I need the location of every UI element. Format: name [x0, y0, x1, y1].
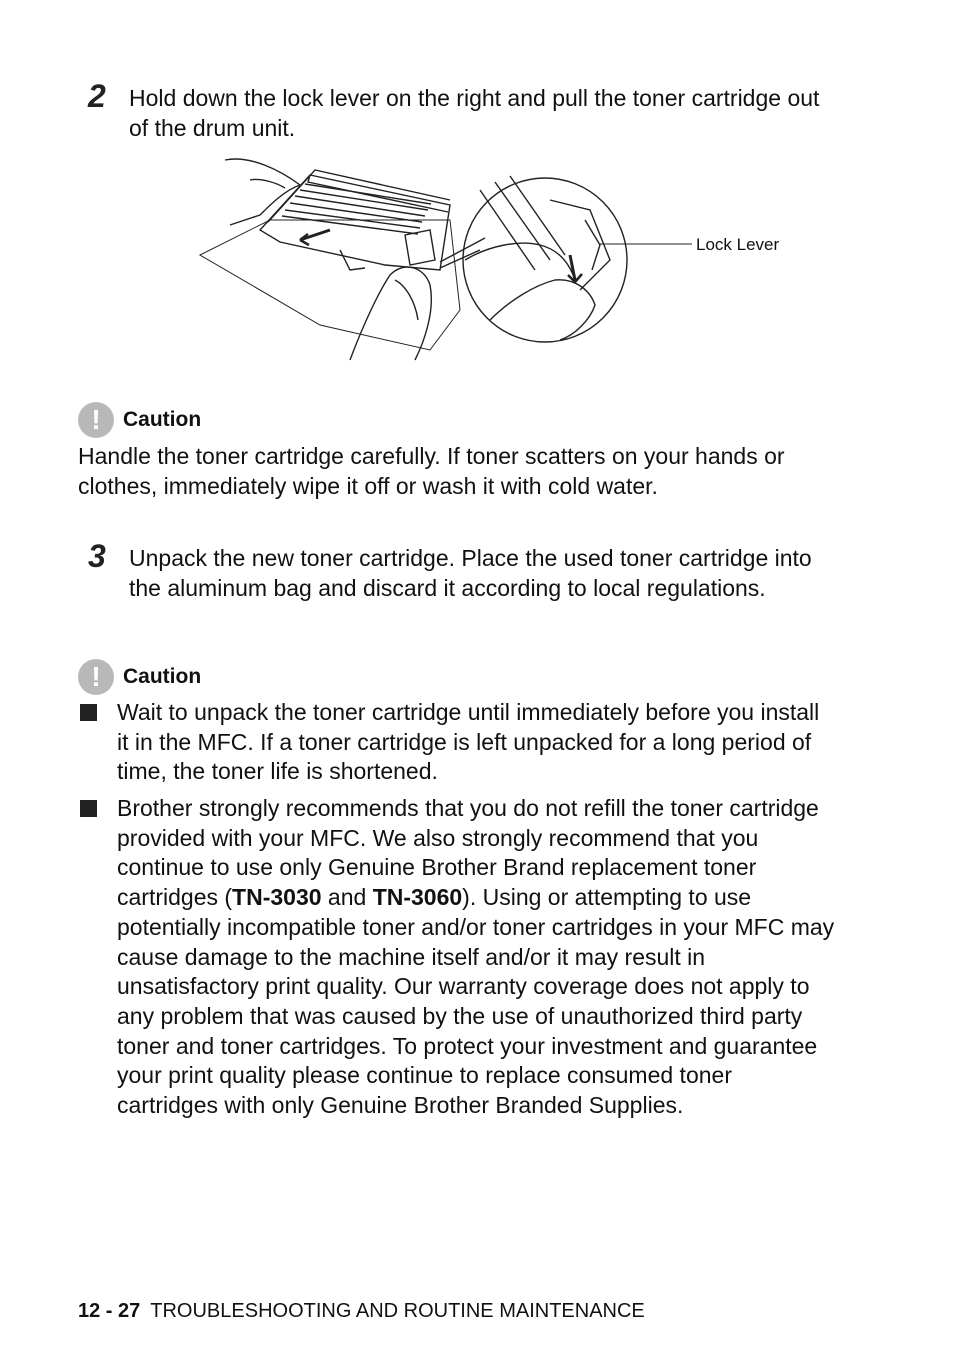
caution-header-1 [78, 402, 378, 442]
model-tn-3060: TN-3060 [372, 884, 463, 911]
step-number: 3 [88, 538, 106, 574]
exclamation-icon: ! [78, 402, 114, 438]
bullet-text [117, 794, 837, 1121]
model-tn-3030: TN-3030 [232, 884, 322, 911]
page-footer [78, 1300, 645, 1323]
lock-lever-label: Lock Lever [696, 235, 780, 254]
bullet-text-part2: ). Using or attempting to use potentially incompatible toner and/or toner cartridges in your MFC may cause damage to the machine itself and/or it may result in unsatisfactory print quality. Our warranty coverage does not apply to any problem that was caused by the use of unauthorized third party toner and toner cartridges. To protect your investment and guarantee your print quality please continue to replace consumed toner cartridges with only Genuine Brother Branded Supplies. [117, 884, 835, 1119]
step-number: 2 [88, 78, 106, 114]
caution-text-1: Handle the toner cartridge carefully. If toner scatters on your hands or clothes, immediately wipe it off or wash it with cold water. [78, 443, 785, 499]
bullet-text: Wait to unpack the toner cartridge until immediately before you install it in the MFC. If a toner cartridge is left unpacked for a long period of time, the toner life is shortened. [117, 699, 820, 785]
step-text: Hold down the lock lever on the right and pull the toner cartridge out of the drum unit. [129, 85, 820, 141]
step-text: Unpack the new toner cartridge. Place the used toner cartridge into the aluminum bag and discard it according to local regulations. [129, 545, 812, 601]
drum-unit-drawing [190, 150, 810, 380]
caution-title: Caution [123, 665, 202, 688]
exclamation-icon: ! [78, 659, 114, 695]
square-bullet-icon [80, 800, 97, 817]
page-number: 12 - 27 [78, 1300, 141, 1322]
section-title: TROUBLESHOOTING AND ROUTINE MAINTENANCE [150, 1300, 645, 1322]
bullet-text-and: and [321, 884, 373, 911]
caution-header-2 [78, 659, 378, 699]
square-bullet-icon [80, 704, 97, 721]
toner-removal-illustration [190, 150, 810, 380]
bullet-text-part1: Brother strongly recommends that you do not refill the toner cartridge provided with your MFC. We also strongly recommend that you continue to use only Genuine Brother Brand replacement toner cartridges ( [117, 795, 819, 911]
caution-title: Caution [123, 408, 202, 431]
